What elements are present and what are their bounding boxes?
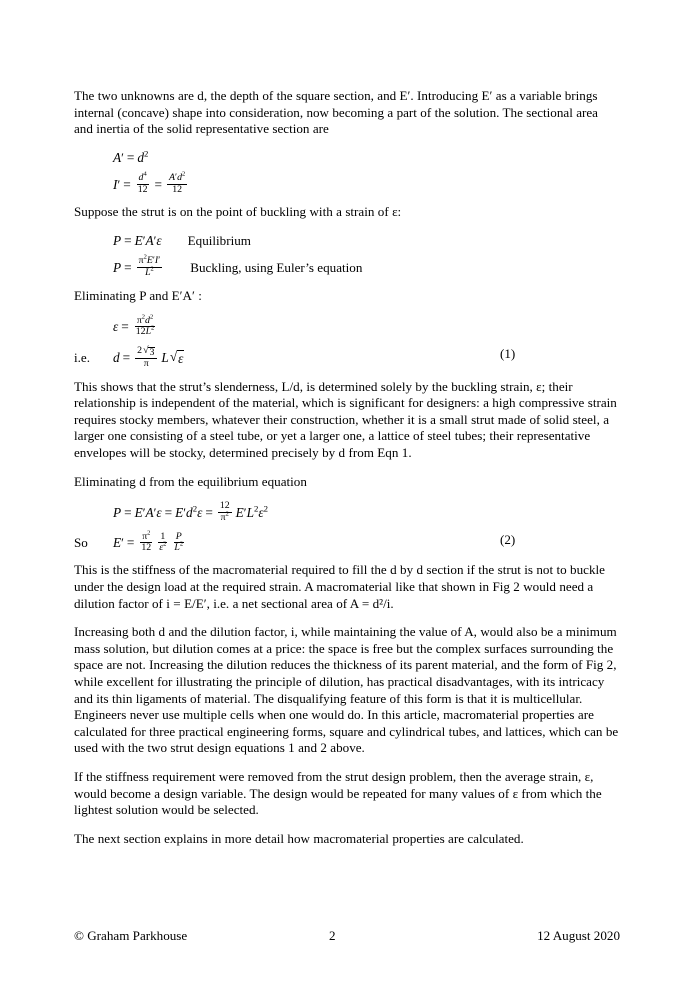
equation-1-lead: i.e. bbox=[74, 350, 90, 366]
equation-elimination bbox=[74, 502, 620, 524]
equation-group-4 bbox=[74, 502, 620, 554]
equation-2 bbox=[74, 529, 620, 554]
paragraph-7: Increasing both d and the dilution factor, i, while maintaining the value of A, would also be a minimum mass solution, but dilution comes at a price: the space is free but the complex surfaces surrounding the space are not. Increasing the dilution reduces the thickness of its parent material, and the form of Fig 2, while excellent for illustrating the principle of dilution, has practical disadvantages, with its intricacy and its thin ligaments of material. The disqualifying feature of this form is that it is multicellular. Engineers never use multiple cells when one would do. In this article, macromaterial properties are calculated for three practical engineering forms, square and cylindrical tubes, and lattices, which can be used with the two strut design equations 1 and 2 above. bbox=[74, 624, 619, 756]
equation-strain bbox=[74, 313, 620, 338]
equation-inertia bbox=[74, 170, 620, 197]
paragraph-9: The next section explains in more detail how macromaterial properties are calculated. bbox=[74, 830, 524, 846]
equation-2-number: (2) bbox=[500, 532, 516, 548]
equation-1-number: (1) bbox=[500, 346, 516, 362]
equation-elimination-math: P = E′A′ε = $E'd^2\varepsilon$ = $\frac{12}{\pi^2}$ $E'L^2\varepsilon^2$ bbox=[113, 500, 268, 523]
equation-euler-label: Buckling, using Euler’s equation bbox=[190, 260, 363, 276]
paragraph-3: Eliminating P and E′A′ : bbox=[74, 287, 202, 303]
paragraph-5: Eliminating d from the equilibrium equation bbox=[74, 473, 307, 489]
equation-equilibrium bbox=[74, 233, 620, 249]
equation-group-2 bbox=[74, 233, 620, 280]
paragraph-4: This shows that the strut’s slenderness, L/d, is determined solely by the buckling strain, ε; their relationship is independent of the material, which is significant for designers: a high compressive strain requires stocky members, whatever their construction, whether it is a small strut made of solid steel, a larger one consisting of a steel tube, or yet a larger one, a lattice of steel tubes; their representative envelopes will be stocky, determined precisely by d from Eqn 1. bbox=[74, 378, 617, 460]
page-content bbox=[74, 88, 620, 859]
paragraph-8: If the stiffness requirement were removed from the strut design problem, then the average strain, ε, would become a design variable. The design would be repeated for many values of ε from which the lightest solution would be selected. bbox=[74, 768, 602, 818]
equation-1-math: d = 2 √ 3 π L √ ε bbox=[113, 344, 184, 370]
equation-2-lead: So bbox=[74, 535, 88, 551]
equation-euler bbox=[74, 254, 620, 280]
equation-inertia-math: I′ = $\frac{d^4}{12}$ = $\frac{A'd^2}{12}$ bbox=[113, 170, 186, 195]
equation-equilibrium-math: P = E′A′ε bbox=[113, 233, 162, 248]
footer-date: 12 August 2020 bbox=[537, 928, 620, 943]
equation-1 bbox=[74, 346, 620, 370]
equation-group-3 bbox=[74, 313, 620, 370]
equation-euler-math: P = $\frac{\pi^2E'I'}{L^2}$ bbox=[113, 254, 161, 279]
paragraph-1: The two unknowns are d, the depth of the square section, and E′. Introducing E′ as a variable brings internal (concave) shape into consideration, now becoming a part of the solution. The sectional area and inertia of the solid representative section are bbox=[74, 88, 598, 137]
footer-copyright: © Graham Parkhouse bbox=[74, 928, 188, 943]
equation-equilibrium-label: Equilibrium bbox=[187, 233, 251, 248]
page-footer bbox=[74, 928, 620, 944]
equation-strain-math: ε = $\frac{\pi^2d^2}{12L^2}$ bbox=[113, 313, 155, 337]
equation-2-math: E′ = $\frac{\pi^2}{12}$ $\frac{1}{\varepsilon^2}$ $\frac{P}{L^2}$ bbox=[113, 529, 184, 553]
paragraph-6: This is the stiffness of the macromaterial required to fill the d by d section if the strut is not to buckle under the design load at the required strain. A macromaterial like that shown in Fig 2 would need a dilution factor of i = E/E′, i.e. a net sectional area of A = d²/i. bbox=[74, 562, 605, 611]
equation-area bbox=[74, 150, 620, 166]
footer-page-number: 2 bbox=[329, 928, 336, 943]
paragraph-2: Suppose the strut is on the point of buckling with a strain of ε: bbox=[74, 204, 402, 220]
equation-group-1 bbox=[74, 150, 620, 197]
equation-area-math: A′ = $d^2$ bbox=[113, 148, 149, 165]
